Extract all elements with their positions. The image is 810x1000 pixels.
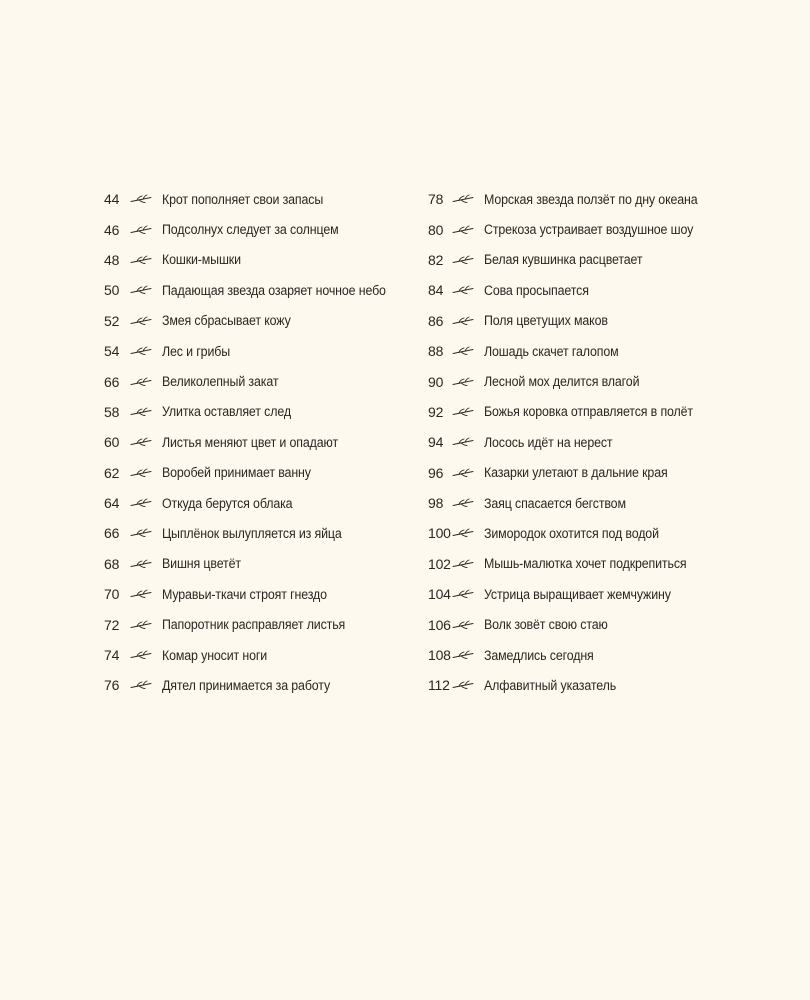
sprig-icon [130, 618, 152, 632]
sprig-icon [130, 405, 152, 419]
toc-entry[interactable] [428, 518, 768, 548]
toc-entry[interactable] [104, 670, 444, 700]
entry-title: Замедлись сегодня [484, 647, 594, 663]
entry-title: Стрекоза устраивает воздушное шоу [484, 222, 694, 238]
entry-title: Цыплёнок вылупляется из яйца [162, 525, 342, 541]
page-number: 52 [104, 312, 120, 329]
entry-title: Комар уносит ноги [162, 647, 268, 663]
page-number: 108 [428, 647, 451, 664]
toc-entry[interactable] [104, 549, 444, 579]
entry-title: Кошки-мышки [162, 252, 241, 268]
sprig-icon [452, 618, 474, 632]
page-number: 66 [104, 373, 120, 390]
toc-right-column [428, 184, 768, 701]
toc-entry[interactable] [428, 488, 768, 518]
page-number: 78 [428, 191, 444, 208]
sprig-icon [452, 587, 474, 601]
entry-title: Лесной мох делится влагой [484, 374, 640, 390]
sprig-icon [452, 557, 474, 571]
toc-entry[interactable] [104, 518, 444, 548]
page-number: 76 [104, 677, 120, 694]
page-number: 62 [104, 464, 120, 481]
sprig-icon [452, 344, 474, 358]
page-number: 44 [104, 191, 120, 208]
entry-title: Алфавитный указатель [484, 677, 617, 693]
sprig-icon [130, 466, 152, 480]
sprig-icon [130, 648, 152, 662]
page-number: 98 [428, 495, 444, 512]
entry-title: Заяц спасается бегством [484, 495, 626, 511]
page-number: 64 [104, 495, 120, 512]
entry-title: Улитка оставляет след [162, 404, 291, 420]
toc-entry[interactable] [104, 366, 444, 396]
page-number: 102 [428, 555, 451, 572]
page-number: 74 [104, 647, 120, 664]
sprig-icon [130, 223, 152, 237]
sprig-icon [452, 526, 474, 540]
page-number: 82 [428, 251, 444, 268]
entry-title: Лошадь скачет галопом [484, 343, 619, 359]
entry-title: Сова просыпается [484, 282, 589, 298]
page-number: 48 [104, 251, 120, 268]
toc-entry[interactable] [428, 184, 768, 214]
sprig-icon [452, 314, 474, 328]
page-number: 58 [104, 403, 120, 420]
page-number: 90 [428, 373, 444, 390]
page-number: 72 [104, 616, 120, 633]
toc-entry[interactable] [428, 640, 768, 670]
toc-entry[interactable] [104, 427, 444, 457]
entry-title: Казарки улетают в дальние края [484, 465, 668, 481]
sprig-icon [452, 678, 474, 692]
sprig-icon [130, 557, 152, 571]
toc-entry[interactable] [428, 214, 768, 244]
entry-title: Белая кувшинка расцветает [484, 252, 643, 268]
toc-entry[interactable] [104, 458, 444, 488]
toc-entry[interactable] [428, 306, 768, 336]
entry-title: Папоротник расправляет листья [162, 617, 346, 633]
entry-title: Волк зовёт свою стаю [484, 617, 608, 633]
toc-entry[interactable] [428, 670, 768, 700]
toc-entry[interactable] [104, 306, 444, 336]
page-number: 106 [428, 616, 451, 633]
entry-title: Воробей принимает ванну [162, 465, 311, 481]
entry-title: Дятел принимается за работу [162, 677, 331, 693]
entry-title: Вишня цветёт [162, 556, 241, 572]
toc-entry[interactable] [428, 458, 768, 488]
entry-title: Падающая звезда озаряет ночное небо [162, 282, 386, 298]
toc-entry[interactable] [428, 397, 768, 427]
toc-entry[interactable] [428, 549, 768, 579]
toc-entry[interactable] [428, 336, 768, 366]
entry-title: Зимородок охотится под водой [484, 525, 659, 541]
toc-entry[interactable] [104, 275, 444, 305]
sprig-icon [452, 223, 474, 237]
entry-title: Божья коровка отправляется в полёт [484, 404, 693, 420]
toc-entry[interactable] [104, 245, 444, 275]
entry-title: Мышь-малютка хочет подкрепиться [484, 556, 687, 572]
page-number: 94 [428, 434, 444, 451]
entry-title: Крот пополняет свои запасы [162, 191, 324, 207]
page-number: 50 [104, 282, 120, 299]
sprig-icon [130, 192, 152, 206]
page-number: 86 [428, 312, 444, 329]
sprig-icon [130, 314, 152, 328]
sprig-icon [452, 466, 474, 480]
entry-title: Подсолнух следует за солнцем [162, 222, 339, 238]
toc-entry[interactable] [428, 366, 768, 396]
page-number: 60 [104, 434, 120, 451]
sprig-icon [130, 587, 152, 601]
page-number: 80 [428, 221, 444, 238]
page-number: 54 [104, 343, 120, 360]
sprig-icon [452, 405, 474, 419]
page-number: 70 [104, 586, 120, 603]
entry-title: Морская звезда ползёт по дну океана [484, 191, 698, 207]
sprig-icon [130, 678, 152, 692]
toc-entry[interactable] [428, 427, 768, 457]
toc-entry[interactable] [104, 640, 444, 670]
sprig-icon [130, 253, 152, 267]
entry-title: Поля цветущих маков [484, 313, 608, 329]
sprig-icon [452, 496, 474, 510]
page-number: 96 [428, 464, 444, 481]
toc-entry[interactable] [104, 214, 444, 244]
entry-title: Змея сбрасывает кожу [162, 313, 291, 329]
toc-entry[interactable] [428, 245, 768, 275]
toc-entry[interactable] [104, 609, 444, 639]
entry-title: Лес и грибы [162, 343, 231, 359]
toc-entry[interactable] [104, 397, 444, 427]
sprig-icon [452, 435, 474, 449]
sprig-icon [452, 648, 474, 662]
sprig-icon [130, 496, 152, 510]
entry-title: Муравьи-ткачи строят гнездо [162, 586, 327, 602]
entry-title: Великолепный закат [162, 374, 279, 390]
toc-entry[interactable] [104, 184, 444, 214]
page-number: 104 [428, 586, 451, 603]
sprig-icon [130, 283, 152, 297]
toc-entry[interactable] [104, 336, 444, 366]
page-number: 88 [428, 343, 444, 360]
page-number: 112 [428, 677, 450, 694]
toc-entry[interactable] [428, 579, 768, 609]
entry-title: Листья меняют цвет и опадают [162, 434, 339, 450]
page-number: 68 [104, 555, 120, 572]
page-number: 92 [428, 403, 444, 420]
sprig-icon [452, 375, 474, 389]
sprig-icon [130, 344, 152, 358]
sprig-icon [130, 526, 152, 540]
page-number: 46 [104, 221, 120, 238]
toc-entry[interactable] [428, 609, 768, 639]
sprig-icon [452, 192, 474, 206]
toc-left-column [104, 184, 444, 701]
sprig-icon [452, 253, 474, 267]
sprig-icon [130, 375, 152, 389]
entry-title: Устрица выращивает жемчужину [484, 586, 671, 602]
entry-title: Лосось идёт на нерест [484, 434, 613, 450]
sprig-icon [452, 283, 474, 297]
toc-entry[interactable] [104, 488, 444, 518]
page-number: 84 [428, 282, 444, 299]
toc-entry[interactable] [428, 275, 768, 305]
toc-entry[interactable] [104, 579, 444, 609]
page-number: 66 [104, 525, 120, 542]
page-number: 100 [428, 525, 451, 542]
sprig-icon [130, 435, 152, 449]
entry-title: Откуда берутся облака [162, 495, 293, 511]
